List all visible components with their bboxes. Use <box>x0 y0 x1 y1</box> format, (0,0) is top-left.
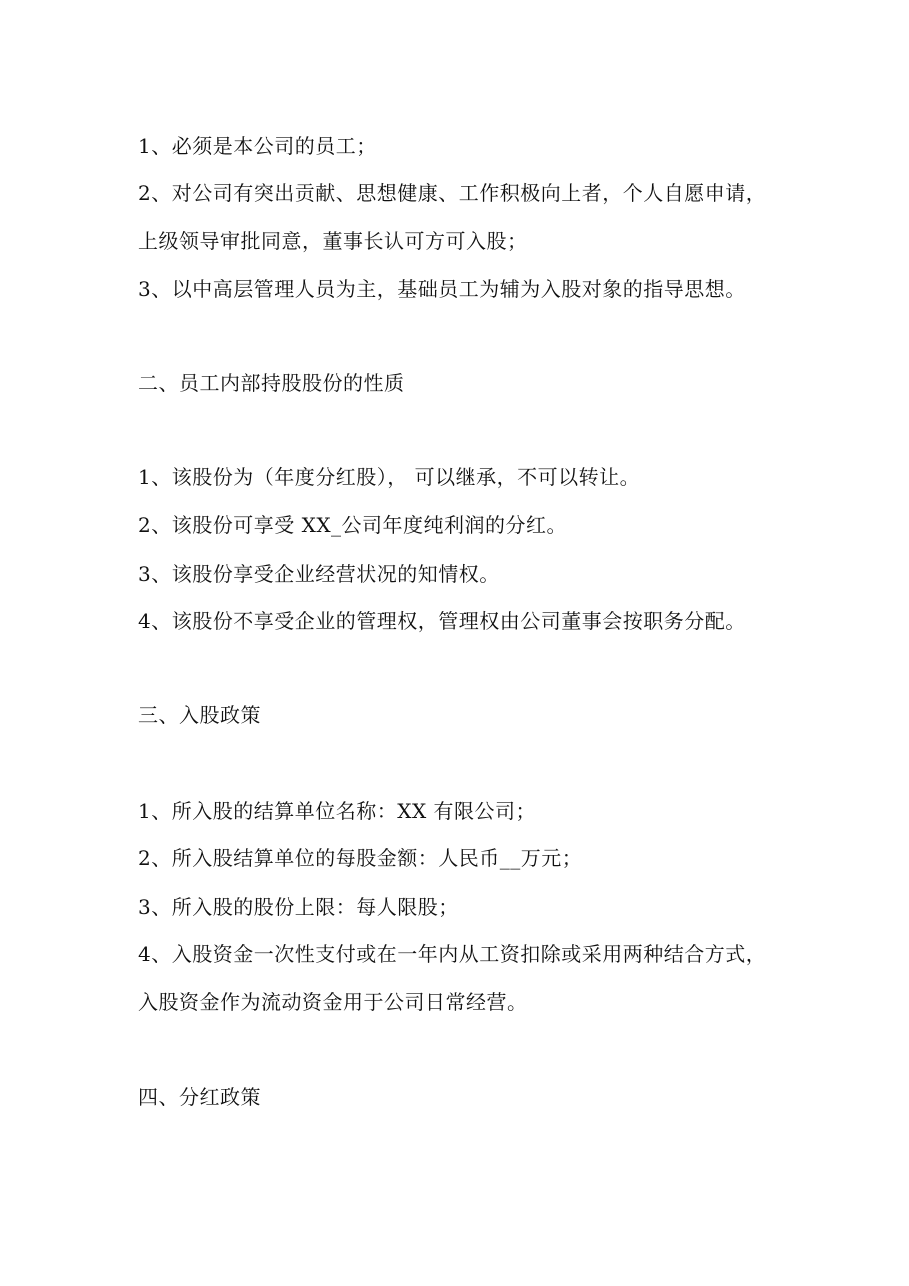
section3-item-1: 1、所入股的结算单位名称：XX 有限公司； <box>138 799 537 823</box>
section1-item-1: 1、必须是本公司的员工； <box>138 134 377 158</box>
section2-item-2: 2、该股份可享受 XX_公司年度纯利润的分红。 <box>138 513 568 537</box>
section3-item-2: 2、所入股结算单位的每股金额：人民币__万元； <box>138 846 583 870</box>
section3-item-3: 3、所入股的股份上限：每人限股； <box>138 895 459 919</box>
section2-item-3: 3、该股份享受企业经营状况的知情权。 <box>138 562 500 586</box>
section4-heading: 四、分红政策 <box>138 1085 261 1109</box>
section3-item-4-line-1: 4、入股资金一次性支付或在一年内从工资扣除或采用两种结合方式， <box>138 942 767 966</box>
section2-heading: 二、员工内部持股股份的性质 <box>138 371 405 395</box>
section1-item-2-line-2: 上级领导审批同意，董事长认可方可入股； <box>138 229 528 253</box>
section1-item-3: 3、以中高层管理人员为主，基础员工为辅为入股对象的指导思想。 <box>138 277 746 301</box>
section2-item-1: 1、该股份为（年度分红股）， 可以继承，不可以转让。 <box>138 465 641 489</box>
section3-heading: 三、入股政策 <box>138 703 261 727</box>
section1-item-2-line-1: 2、对公司有突出贡献、思想健康、工作积极向上者，个人自愿申请， <box>138 181 767 205</box>
section2-item-4: 4、该股份不享受企业的管理权，管理权由公司董事会按职务分配。 <box>138 609 746 633</box>
section3-item-4-line-2: 入股资金作为流动资金用于公司日常经营。 <box>138 990 528 1014</box>
